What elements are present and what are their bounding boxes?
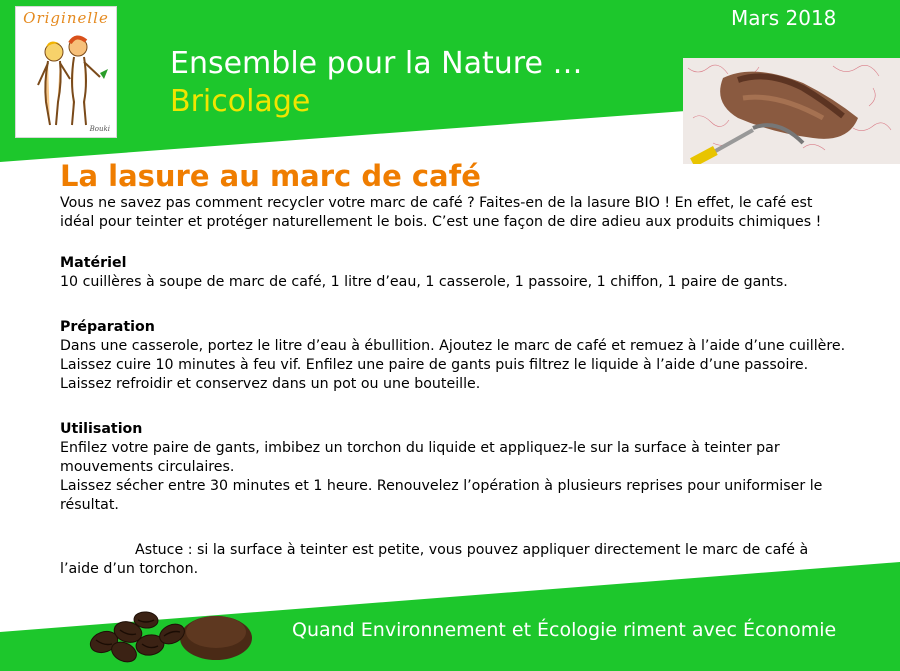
section-line: mouvements circulaires. — [60, 459, 235, 475]
intro-line: Vous ne savez pas comment recycler votre marc de café ? Faites-en de la lasure BIO ! En effet, le café est — [60, 195, 813, 211]
logo-figures-illustration — [16, 7, 116, 137]
footer-slogan: Quand Environnement et Écologie riment avec Économie — [292, 619, 837, 641]
section-line: Dans une casserole, portez le litre d’eau à ébullition. Ajoutez le marc de café et remuez à l’aide d’une cuillère. — [60, 338, 846, 354]
section-line: résultat. — [60, 497, 119, 513]
section-line: 10 cuillères à soupe de marc de café, 1 litre d’eau, 1 casserole, 1 passoire, 1 chiffon, 1 paire de gants. — [60, 274, 788, 290]
logo-signature: Bouki — [89, 125, 110, 133]
section-line: Laissez sécher entre 30 minutes et 1 heure. Renouvelez l’opération à plusieurs reprises pour uniformiser le — [60, 478, 823, 494]
section-utilisation — [60, 420, 900, 515]
header-subtitle: Bricolage — [170, 84, 311, 119]
tip-line: Astuce : si la surface à teinter est petite, vous pouvez appliquer directement le marc de café à — [135, 542, 809, 558]
section-line: Enfilez votre paire de gants, imbibez un torchon du liquide et appliquez-le sur la surface à teinter par — [60, 440, 780, 456]
logo-text: Originelle — [23, 9, 109, 27]
article — [60, 158, 900, 579]
section-preparation — [60, 318, 900, 394]
issue-date: Mars 2018 — [731, 6, 837, 30]
section-materiel — [60, 254, 900, 292]
section-heading: Préparation — [60, 319, 155, 335]
section-heading: Utilisation — [60, 421, 143, 437]
logo — [15, 6, 117, 138]
article-intro — [60, 194, 900, 232]
intro-line: idéal pour teinter et protéger naturellement le bois. C’est une façon de dire adieu aux produits chimiques ! — [60, 214, 822, 230]
section-line: Laissez refroidir et conservez dans un pot ou une bouteille. — [60, 376, 481, 392]
coffee-beans-illustration — [84, 590, 254, 665]
article-title: La lasure au marc de café — [60, 159, 481, 193]
tip-line: l’aide d’un torchon. — [60, 561, 199, 577]
paint-roller-photo — [683, 58, 900, 164]
section-line: Laissez cuire 10 minutes à feu vif. Enfilez une paire de gants puis filtrez le liquide à l’aide d’une passoire. — [60, 357, 809, 373]
header-title: Ensemble pour la Nature … — [170, 46, 583, 81]
section-heading: Matériel — [60, 255, 127, 271]
tip-box — [60, 541, 900, 579]
